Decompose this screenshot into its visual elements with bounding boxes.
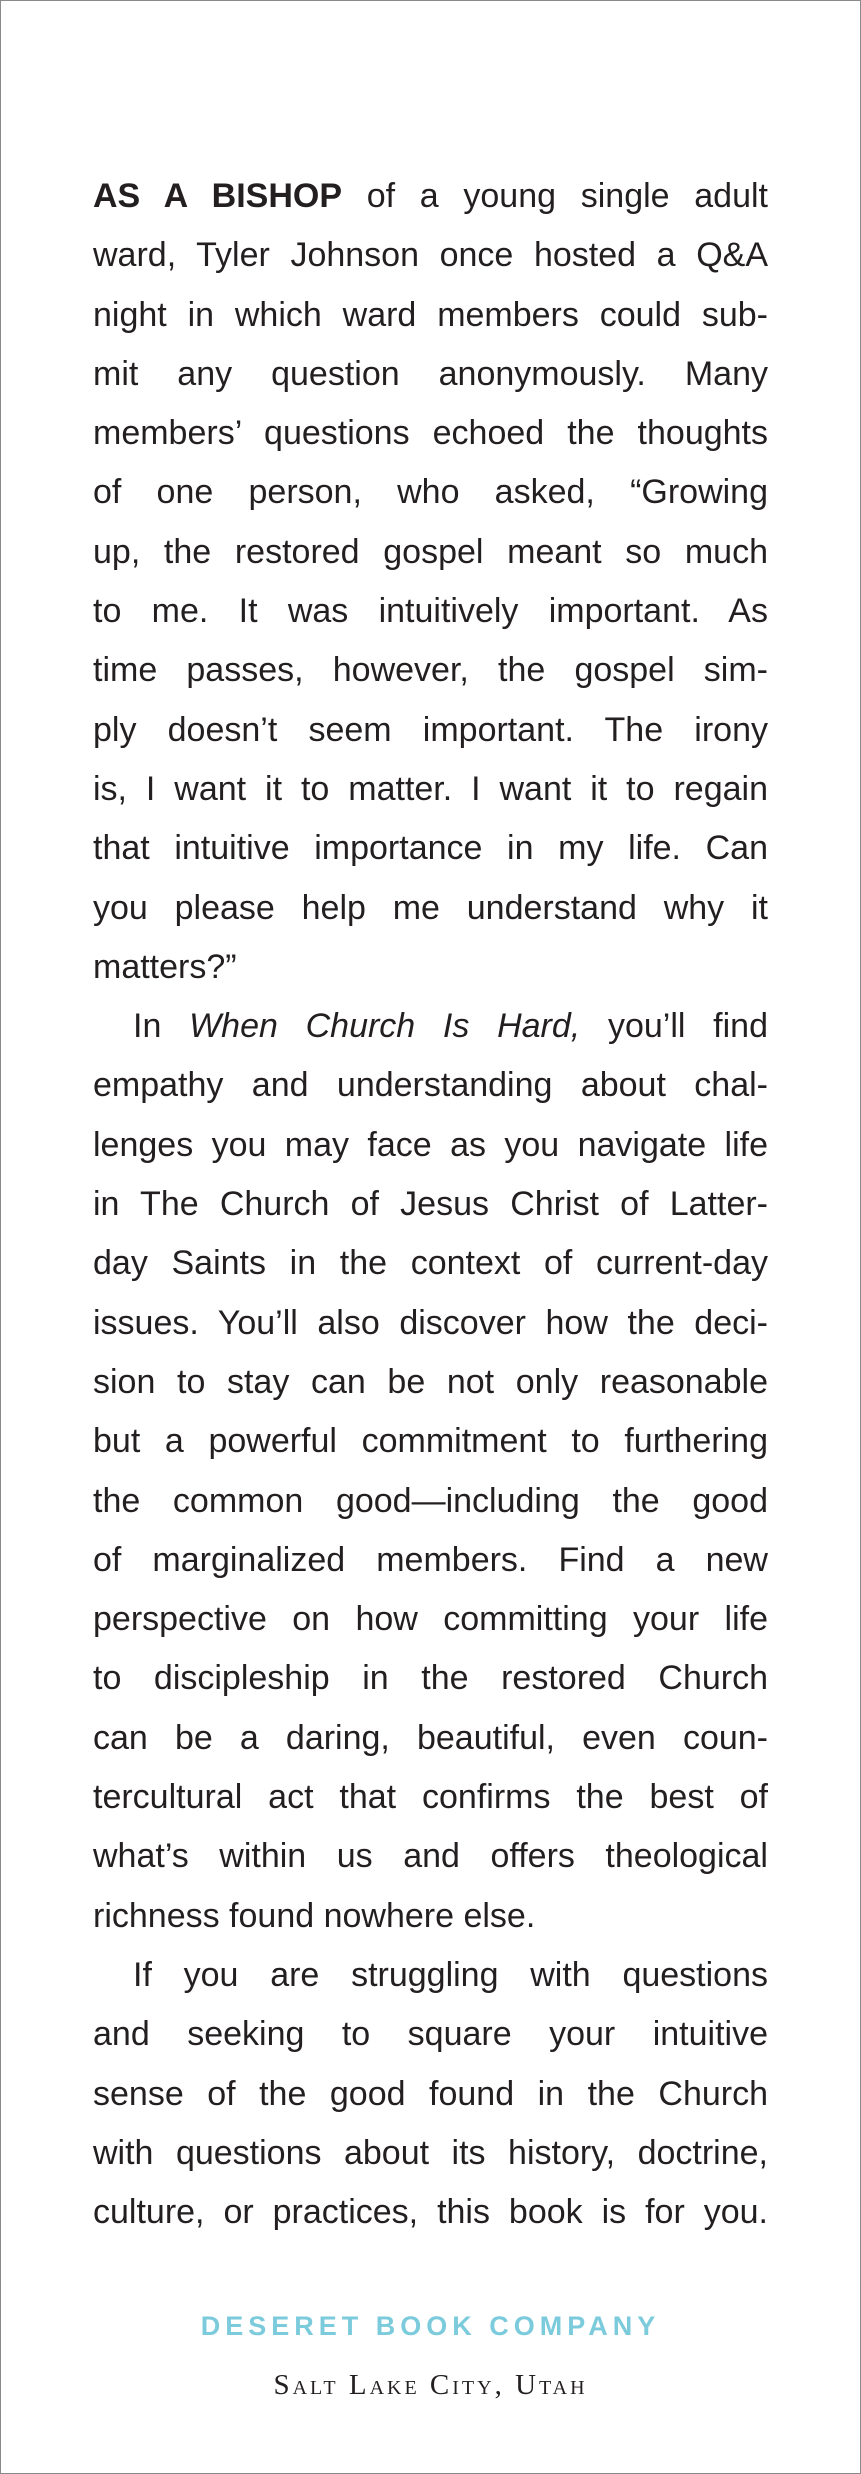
text-line: night in which ward members could sub- — [93, 295, 768, 334]
text-line: in The Church of Jesus Christ of Latter- — [93, 1185, 768, 1224]
text-line: tercultural act that confirms the best of — [93, 1778, 768, 1817]
text-span: you’ll find — [580, 1007, 768, 1046]
paragraph-2 — [93, 997, 768, 1946]
text-line: members’ questions echoed the thoughts — [93, 414, 768, 453]
publisher-name: DESERET BOOK COMPANY — [200, 2311, 661, 2341]
text-line: empathy and understanding about chal- — [93, 1066, 768, 1105]
text-line: what’s within us and offers theological — [93, 1837, 768, 1876]
text-line: mit any question anonymously. Many — [93, 354, 768, 393]
text-line: issues. You’ll also discover how the deci- — [93, 1303, 768, 1342]
paragraph-3 — [93, 1946, 768, 2242]
text-line — [93, 997, 768, 1056]
book-title: When Church Is Hard, — [189, 1007, 581, 1046]
lead-in: AS A BISHOP — [93, 177, 343, 215]
text-span: In — [133, 1007, 190, 1046]
text-line: ward, Tyler Johnson once hosted a Q&A — [93, 236, 768, 275]
text-line: can be a daring, beautiful, even coun- — [93, 1718, 768, 1757]
paragraph-1 — [93, 167, 768, 997]
text-span: of a young single adult — [342, 177, 768, 215]
text-line: culture, or practices, this book is for you. — [93, 2193, 768, 2232]
text-line: If you are struggling with questions — [133, 1955, 768, 1994]
text-line: lenges you may face as you navigate life — [93, 1125, 768, 1164]
text-line: you please help me understand why it — [93, 888, 768, 927]
text-line: to discipleship in the restored Church — [93, 1659, 768, 1698]
publisher-city: Salt Lake City, Utah — [273, 2369, 588, 2401]
text-line: is, I want it to matter. I want it to regain — [93, 769, 768, 808]
text-line — [93, 167, 768, 226]
text-line: richness found nowhere else. — [93, 1896, 536, 1935]
text-line: to me. It was intuitively important. As — [93, 592, 768, 631]
text-line: time passes, however, the gospel sim- — [93, 651, 768, 690]
text-line: matters?” — [93, 947, 237, 986]
text-line: sion to stay can be not only reasonable — [93, 1362, 768, 1401]
text-line: the common good—including the good — [93, 1481, 768, 1520]
text-line: with questions about its history, doctrine, — [93, 2133, 768, 2172]
text-line: of one person, who asked, “Growing — [93, 473, 768, 512]
text-line: but a powerful commitment to furthering — [93, 1422, 768, 1461]
text-line: of marginalized members. Find a new — [93, 1540, 768, 1579]
text-line: ply doesn’t seem important. The irony — [93, 710, 768, 749]
text-line: perspective on how committing your life — [93, 1600, 768, 1639]
text-line: sense of the good found in the Church — [93, 2074, 768, 2113]
description-text — [93, 167, 768, 2242]
text-line: up, the restored gospel meant so much — [93, 532, 768, 571]
text-line: day Saints in the context of current-day — [93, 1244, 768, 1283]
text-line: and seeking to square your intuitive — [93, 2015, 768, 2054]
text-line: that intuitive importance in my life. Can — [93, 829, 768, 868]
